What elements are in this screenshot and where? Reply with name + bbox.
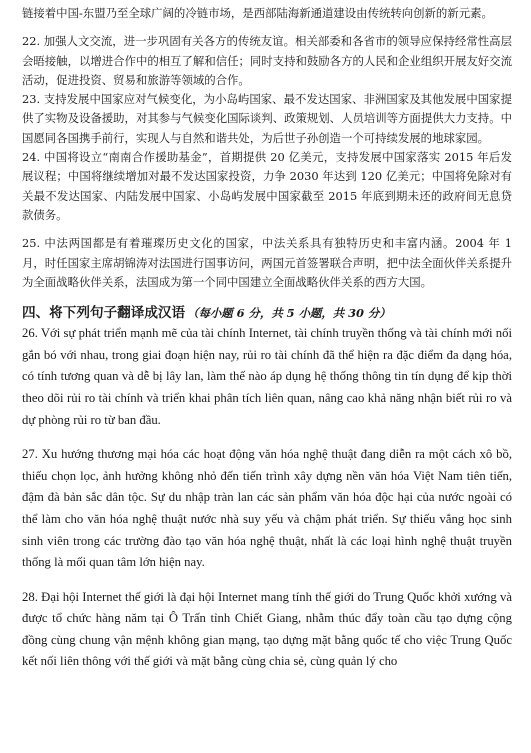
question-26: 26. Với sự phát triển mạnh mẽ của tài chính Internet, tài chính truyền thống và tài chính mới nối gắn bó với nhau, trong giai đoạn hiện nay, rủi ro tài chính đã thể hiện ra đặc điểm đa dạng hóa, có tính tương quan và dễ bị lây lan, làm thế nào áp dụng hệ thống thông tin tín dụng để kịp thời theo dõi rủi ro tài chính và triển khai phân tích liên quan, nâng cao khả năng nhận biết rủi ro và dự phòng rủi ro từ ban đầu.	[22, 326, 512, 427]
question-25: 25. 中法两国都是有着璀璨历史文化的国家，中法关系具有独特历史和丰富内涵。2004 年 1 月，时任国家主席胡锦涛对法国进行国事访问，两国元首签署联合声明，把中法全面伙伴关系提升为全面战略伙伴关系，法国成为第一个同中国建立全面战略伙伴关系的西方大国。	[22, 236, 512, 289]
document-page	[22, 4, 512, 673]
section-title: 四、将下列句子翻译成汉语	[22, 305, 186, 322]
question-27: 27. Xu hướng thương mại hóa các hoạt động văn hóa nghệ thuật đang diễn ra một cách xô bồ, thiếu chọn lọc, ảnh hưởng không nhỏ đến tiến trình xây dựng nền văn hóa Việt Nam tiên tiến, đậm đà bản sắc dân tộc. Sự du nhập tràn lan các sản phẩm văn hóa độc hại của nước ngoài có thể làm cho văn hóa nghệ thuật nước nhà suy yếu và chậm phát triển. Sự thiếu vắng học sinh sinh viên trong các trường đào tạo văn hóa nghệ thuật, nhất là các loại hình nghệ thuật truyền thống là mối quan tâm lớn hiện nay.	[22, 447, 512, 570]
question-22: 22. 加强人文交流，进一步巩固有关各方的传统友谊。相关部委和各省市的领导应保持经常性高层会晤接触，以增进合作中的相互了解和信任；同时支持和鼓励各方的人民和企业组织开展友好交流活动，促进投资、贸易和旅游等领域的合作。	[22, 34, 512, 87]
passage-fragment: 链接着中国-东盟乃至全球广阔的冷链市场，是西部陆海新通道建设由传统转向创新的新元素。	[22, 6, 493, 20]
section-scoring-note: （每小题 6 分，共 5 小题，共 30 分）	[187, 306, 391, 321]
question-28: 28. Đại hội Internet thế giới là đại hội Internet mang tính thế giới do Trung Quốc khởi xướng và được tổ chức hàng năm tại Ô Trấn tỉnh Chiết Giang, nhằm thúc đẩy toàn cầu tạo dựng cộng đồng cùng chung vận mệnh không gian mạng, tạo dựng mặt bằng quốc tế cho việc Trung Quốc kết nối liên thông với thế giới và mặt bằng cùng chia sẻ, cùng quản lý cho	[22, 589, 512, 669]
question-24: 24. 中国将设立“南南合作援助基金”，首期提供 20 亿美元，支持发展中国家落实 2015 年后发展议程；中国将继续增加对最不发达国家投资，力争 2030 年达到 120 亿美元；中国将免除对有关最不发达国家、内陆发展中国家、小岛屿发展中国家截至 2015 年底到期未还的政府间无息贷款债务。	[22, 150, 512, 222]
question-23: 23. 支持发展中国家应对气候变化，为小岛屿国家、最不发达国家、非洲国家及其他发展中国家提供了实物及设备援助，对其参与气候变化国际谈判、政策规划、人员培训等方面提供大力支持。中国愿同各国携手前行，实现人与自然和谐共处，为后世子孙创造一个可持续发展的地球家园。	[22, 92, 512, 145]
section-heading	[22, 303, 512, 323]
